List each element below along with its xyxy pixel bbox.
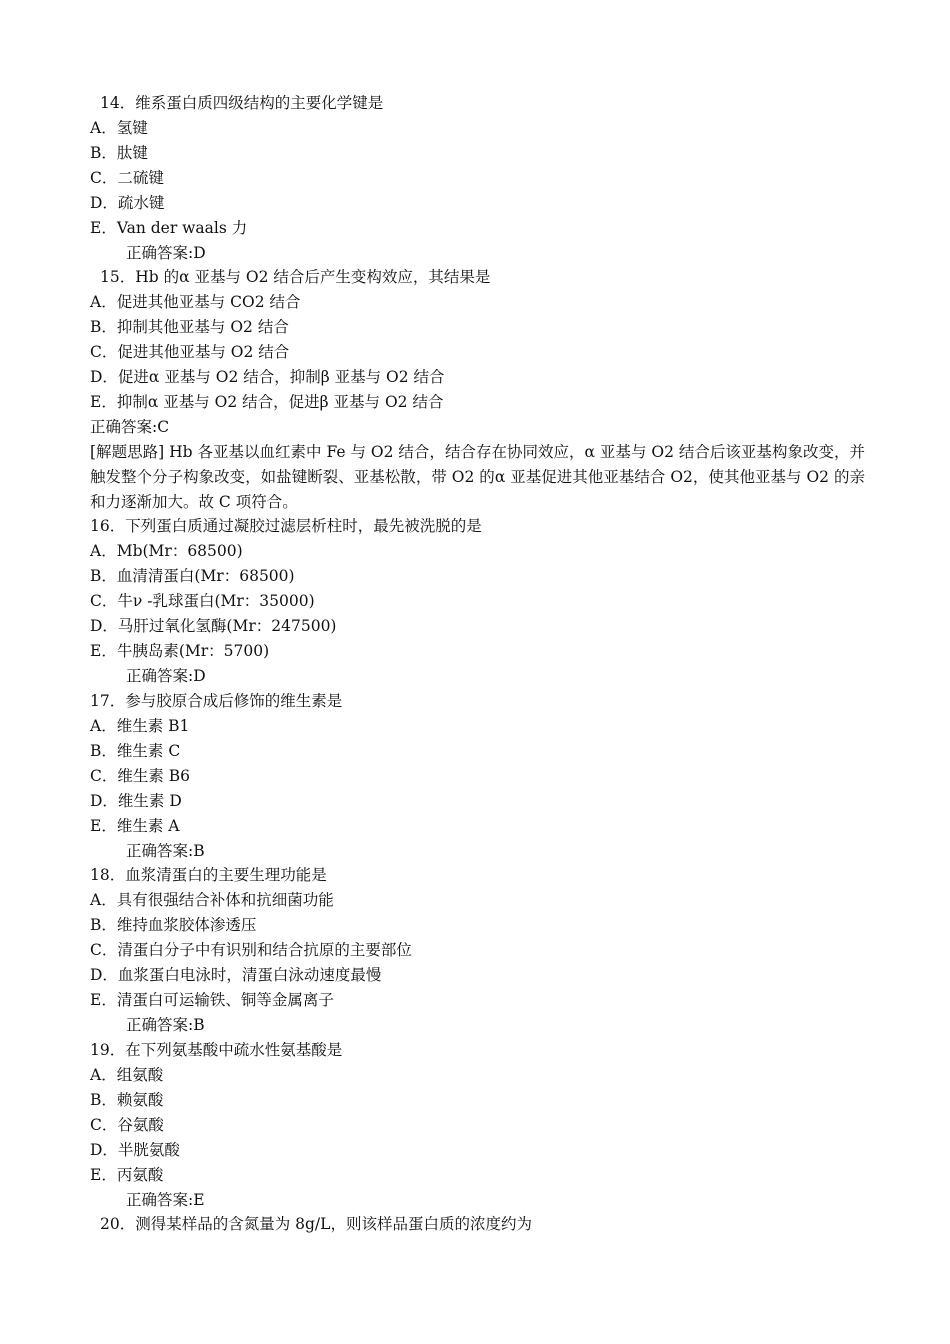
option-18-c: C．清蛋白分子中有识别和结合抗原的主要部位: [90, 941, 412, 959]
option-14-c: C．二硫键: [90, 169, 164, 187]
option-17-a: A．维生素 B1: [90, 717, 190, 735]
question-15: 15．Hb 的α 亚基与 O2 结合后产生变构效应，其结果是: [100, 268, 491, 286]
option-19-c: C．谷氨酸: [90, 1116, 164, 1134]
question-18: 18．血浆清蛋白的主要生理功能是: [90, 866, 327, 884]
answer-14: 正确答案:D: [126, 244, 206, 262]
option-19-b: B．赖氨酸: [90, 1091, 164, 1109]
option-16-a: A．Mb(Mr：68500): [90, 542, 243, 560]
option-16-e: E．牛胰岛素(Mr：5700): [90, 642, 270, 660]
option-19-d: D．半胱氨酸: [90, 1141, 180, 1159]
option-18-e: E．清蛋白可运输铁、铜等金属离子: [90, 991, 334, 1009]
option-15-c: C．促进其他亚基与 O2 结合: [90, 343, 290, 361]
explanation-15: [解题思路] Hb 各亚基以血红素中 Fe 与 O2 结合，结合存在协同效应，α 亚基与 O2 结合后该亚基构象改变，并触发整个分子构象改变，如盐键断裂、亚基松散，带 O2 的α 亚基促进其他亚基结合 O2，使其他亚基与 O2 的亲和力逐渐加大。故 C 项符合。: [90, 443, 865, 511]
option-16-b: B．血清清蛋白(Mr：68500): [90, 567, 295, 585]
option-18-a: A．具有很强结合补体和抗细菌功能: [90, 891, 334, 909]
option-16-d: D．马肝过氧化氢酶(Mr：247500): [90, 617, 337, 635]
option-18-d: D．血浆蛋白电泳时，清蛋白泳动速度最慢: [90, 966, 382, 984]
option-15-b: B．抑制其他亚基与 O2 结合: [90, 318, 289, 336]
answer-19: 正确答案:E: [126, 1191, 205, 1209]
answer-16: 正确答案:D: [126, 667, 206, 685]
option-15-a: A．促进其他亚基与 CO2 结合: [90, 293, 301, 311]
question-20: 20．测得某样品的含氮量为 8g/L，则该样品蛋白质的浓度约为: [100, 1215, 532, 1233]
option-17-d: D．维生素 D: [90, 792, 182, 810]
option-14-a: A．氢键: [90, 119, 148, 137]
option-14-b: B．肽键: [90, 144, 148, 162]
answer-18: 正确答案:B: [126, 1016, 205, 1034]
option-15-d: D．促进α 亚基与 O2 结合，抑制β 亚基与 O2 结合: [90, 368, 445, 386]
option-18-b: B．维持血浆胶体渗透压: [90, 916, 257, 934]
option-14-d: D．疏水键: [90, 194, 165, 212]
question-14: 14．维系蛋白质四级结构的主要化学键是: [100, 94, 384, 112]
answer-15: 正确答案:C: [90, 418, 170, 436]
option-15-e: E．抑制α 亚基与 O2 结合，促进β 亚基与 O2 结合: [90, 393, 444, 411]
option-17-c: C．维生素 B6: [90, 767, 191, 785]
option-19-a: A．组氨酸: [90, 1066, 164, 1084]
option-17-b: B．维生素 C: [90, 742, 181, 760]
question-17: 17．参与胶原合成后修饰的维生素是: [90, 692, 343, 710]
option-16-c: C．牛ν -乳球蛋白(Mr：35000): [90, 592, 315, 610]
answer-17: 正确答案:B: [126, 842, 205, 860]
question-16: 16．下列蛋白质通过凝胶过滤层析柱时，最先被洗脱的是: [90, 517, 482, 535]
option-17-e: E．维生素 A: [90, 817, 180, 835]
question-19: 19．在下列氨基酸中疏水性氨基酸是: [90, 1041, 343, 1059]
option-19-e: E．丙氨酸: [90, 1166, 164, 1184]
option-14-e: E．Van der waals 力: [90, 219, 248, 237]
